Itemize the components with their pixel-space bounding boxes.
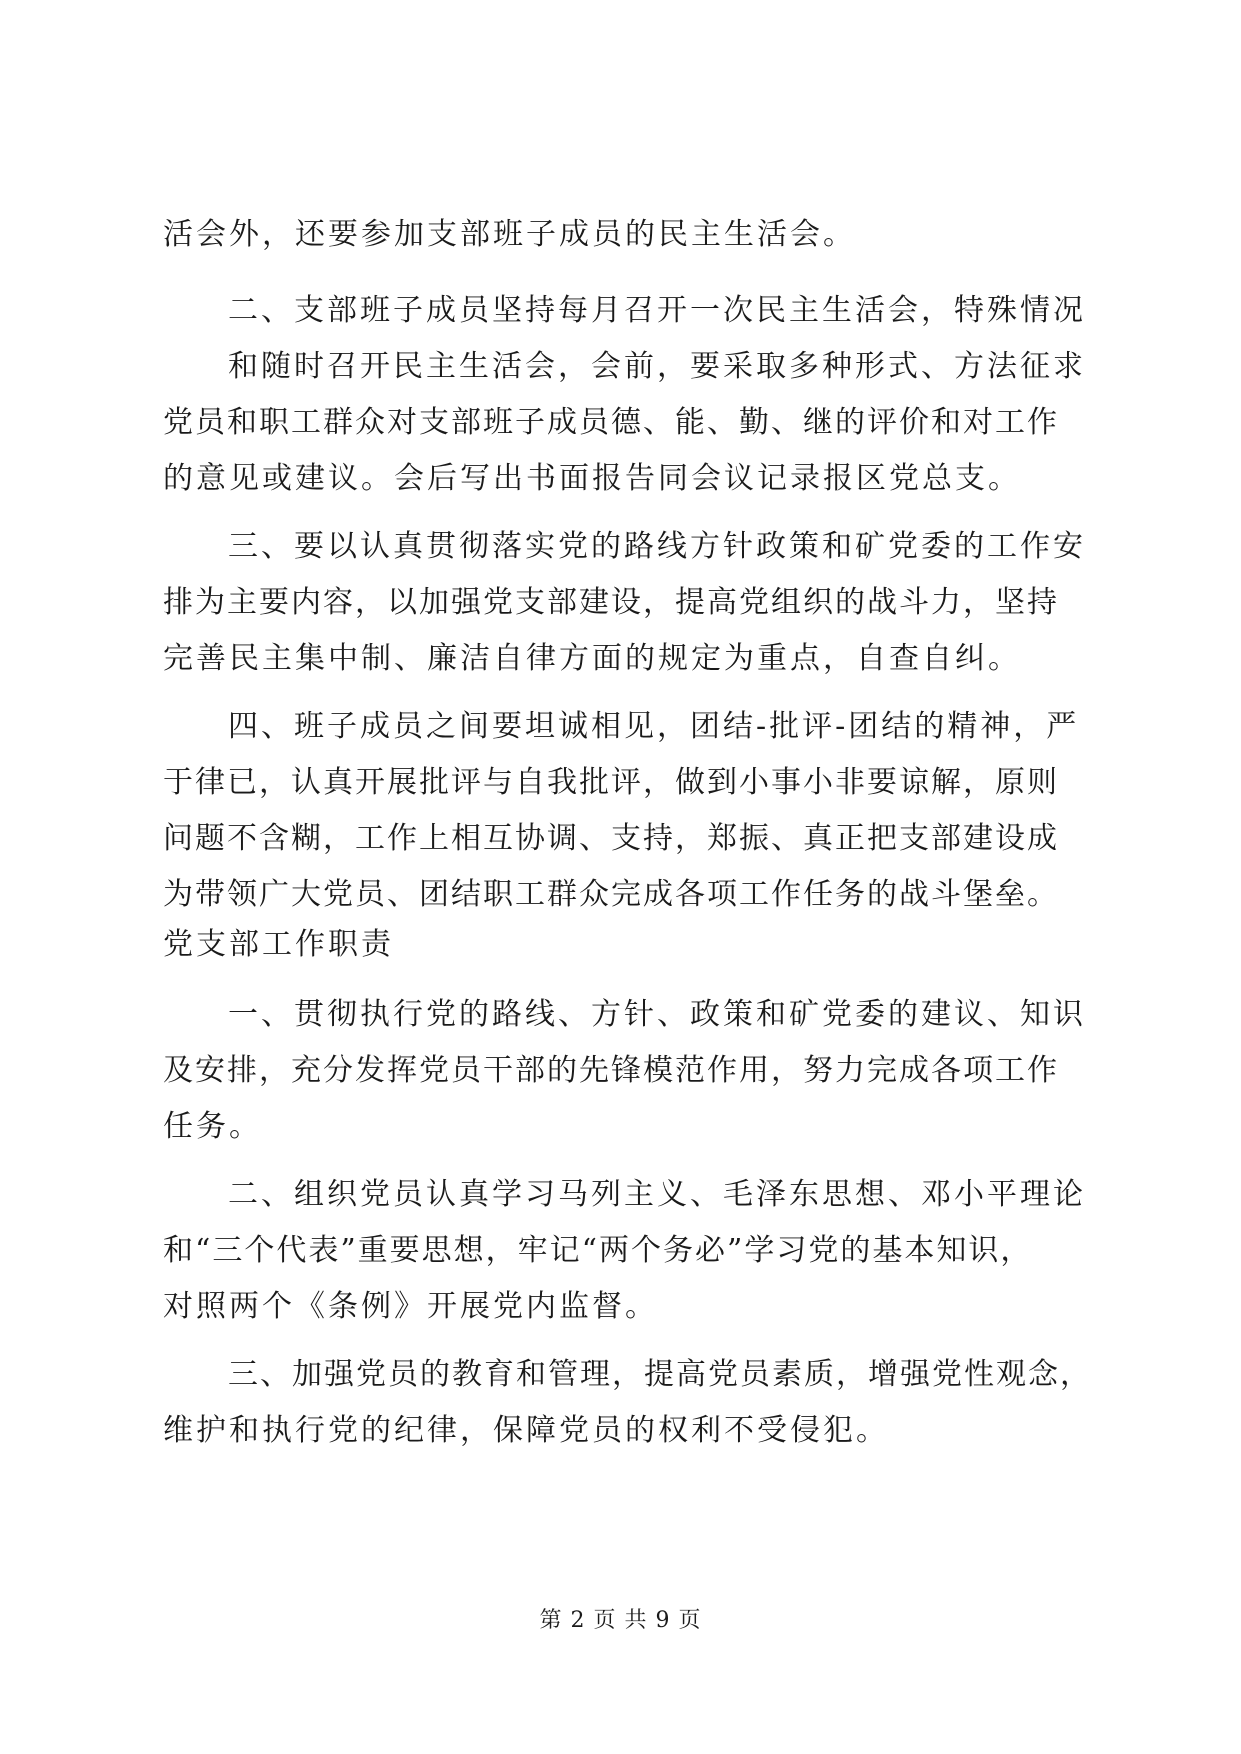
text-line-8: 完善民主集中制、廉洁自律方面的规定为重点，自查自纠。 [163, 641, 1021, 676]
text-line-6: 三、要以认真贯彻落实党的路线方针政策和矿党委的工作安 [228, 529, 1086, 564]
text-line-11: 问题不含糊，工作上相互协调、支持，郑振、真正把支部建设成 [163, 821, 1059, 856]
text-line-10: 于律已，认真开展批评与自我批评，做到小事小非要谅解，原则 [163, 765, 1059, 800]
text-line-5: 的意见或建议。会后写出书面报告同会议记录报区党总支。 [163, 461, 1021, 496]
section-heading: 党支部工作职责 [163, 927, 394, 962]
text-line-3: 和随时召开民主生活会，会前，要采取多种形式、方法征求 [228, 349, 1086, 384]
text-line-21: 维护和执行党的纪律，保障党员的权利不受侵犯。 [163, 1413, 889, 1448]
text-line-14: 一、贯彻执行党的路线、方针、政策和矿党委的建议、知识 [228, 997, 1086, 1032]
text-line-7: 排为主要内容，以加强党支部建设，提高党组织的战斗力，坚持 [163, 585, 1059, 620]
text-line-2: 二、支部班子成员坚持每月召开一次民主生活会，特殊情况 [228, 293, 1086, 328]
text-line-19: 对照两个《条例》开展党内监督。 [163, 1289, 658, 1324]
text-line-4: 党员和职工群众对支部班子成员德、能、勤、继的评价和对工作 [163, 405, 1059, 440]
text-line-9: 四、班子成员之间要坦诚相见，团结-批评-团结的精神，严 [228, 709, 1080, 744]
text-line-1: 活会外，还要参加支部班子成员的民主生活会。 [163, 217, 856, 252]
text-line-16: 任务。 [163, 1109, 262, 1144]
text-line-20: 三、加强党员的教育和管理，提高党员素质，增强党性观念， [228, 1357, 1092, 1392]
page-number-footer: 第 2 页 共 9 页 [539, 1608, 702, 1633]
text-line-18: 和“三个代表”重要思想，牢记“两个务必”学习党的基本知识， [163, 1233, 1033, 1268]
text-line-12: 为带领广大党员、团结职工群众完成各项工作任务的战斗堡垒。 [163, 877, 1059, 912]
text-line-15: 及安排，充分发挥党员干部的先锋模范作用，努力完成各项工作 [163, 1053, 1059, 1088]
text-line-17: 二、组织党员认真学习马列主义、毛泽东思想、邓小平理论 [228, 1177, 1086, 1212]
